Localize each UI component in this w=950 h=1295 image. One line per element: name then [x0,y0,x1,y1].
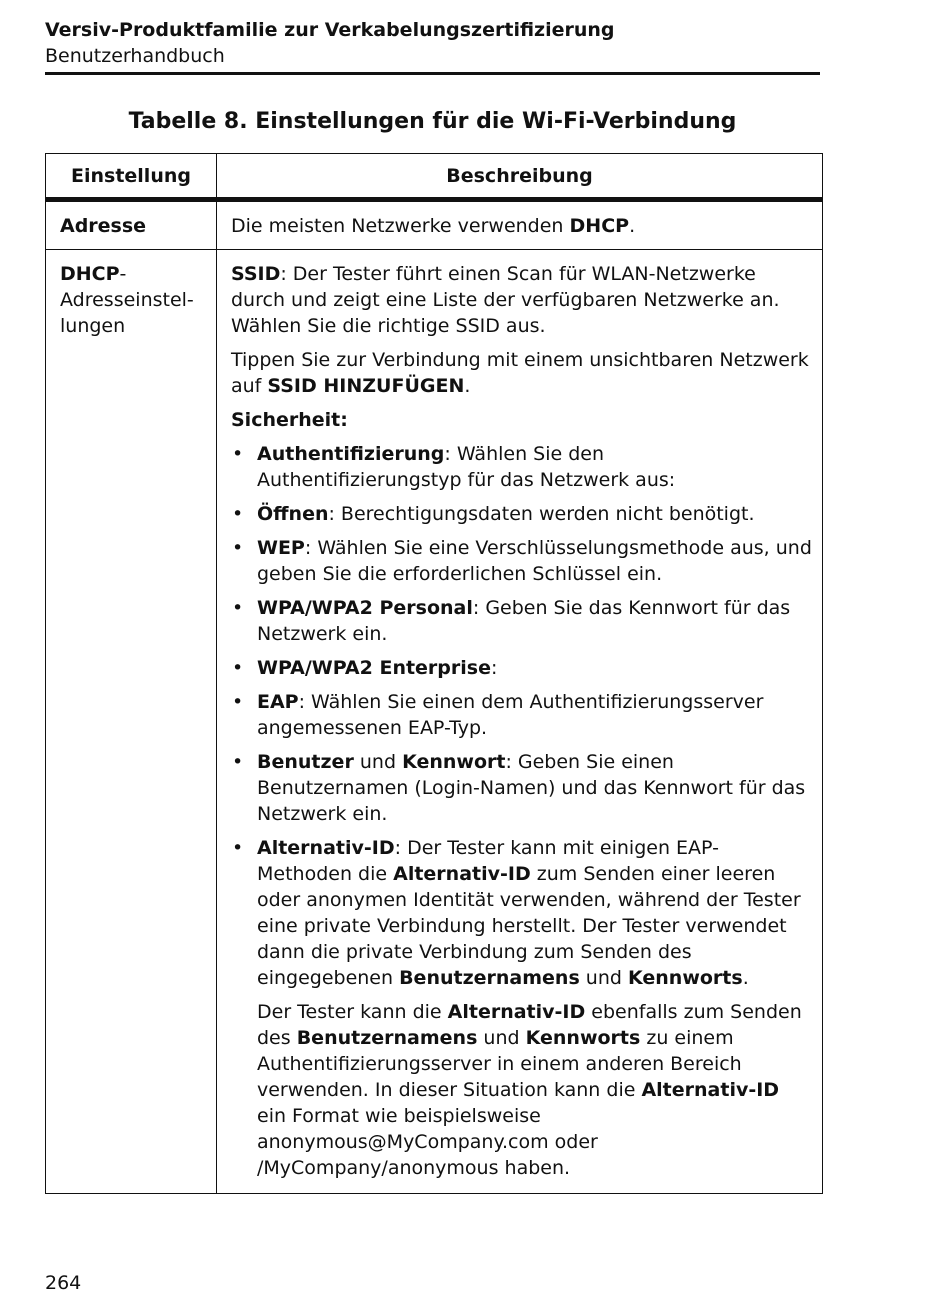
list-item: • Authentifizierung: Wählen Sie den Authentifizierungstyp für das Netzwerk aus: [231,441,812,493]
security-list [231,441,812,991]
security-heading: Sicherheit: [231,409,348,431]
table-caption: Tabelle 8. Einstellungen für die Wi-Fi-Verbindung [128,109,737,134]
settings-table [45,153,823,1194]
list-item: • Alternativ-ID: Der Tester kann mit einigen EAP-Methoden die Alternativ-ID zum Senden einer leeren oder anonymen Identität verwenden, während der Tester eine private Verbindung herstellt. Der Tester verwendet dann die private Verbindung zum Senden des eingegebenen Benutzernamens und Kennworts. [231,835,812,991]
running-header-title: Versiv-Produktfamilie zur Verkabelungszertifizierung [45,19,615,41]
setting-name: DHCP [60,263,120,285]
setting-cell: DHCP-Adresseinstel-lungen [46,250,217,1194]
column-header-description: Beschreibung [217,154,823,200]
list-item: • WPA/WPA2 Enterprise: [231,655,812,681]
page-number: 264 [45,1272,82,1294]
hidden-network-paragraph: Tippen Sie zur Verbindung mit einem unsichtbaren Netzwerk auf SSID HINZUFÜGEN. [231,349,809,397]
table-row [46,250,823,1194]
ssid-paragraph: SSID: Der Tester führt einen Scan für WLAN-Netzwerke durch und zeigt eine Liste der verfügbaren Netzwerke an. Wählen Sie die richtige SSID aus. [231,263,780,337]
alternativ-id-paragraph: Der Tester kann die Alternativ-ID ebenfalls zum Senden des Benutzernamens und Kennworts zu einem Authentifizierungsserver in einem anderen Bereich verwenden. In dieser Situation kann die Alternativ-ID ein Format wie beispielsweise anonymous@MyCompany.com oder /MyCompany/anonymous haben. [257,1001,802,1179]
list-item: • Benutzer und Kennwort: Geben Sie einen Benutzernamen (Login-Namen) und das Kennwort für das Netzwerk ein. [231,749,812,827]
list-item: • WEP: Wählen Sie eine Verschlüsselungsmethode aus, und geben Sie die erforderlichen Schlüssel ein. [231,535,812,587]
table-header-row [46,154,823,200]
list-item: • WPA/WPA2 Personal: Geben Sie das Kennwort für das Netzwerk ein. [231,595,812,647]
description-cell: Die meisten Netzwerke verwenden DHCP. [217,200,823,250]
running-header-subtitle: Benutzerhandbuch [45,45,225,67]
setting-cell [46,200,217,250]
header-rule [45,72,820,75]
table-row [46,200,823,250]
list-item: • EAP: Wählen Sie einen dem Authentifizierungsserver angemessenen EAP-Typ. [231,689,812,741]
description-cell [217,250,823,1194]
column-header-setting: Einstellung [46,154,217,200]
setting-name: Adresse [60,215,147,237]
list-item: • Öffnen: Berechtigungsdaten werden nicht benötigt. [231,501,812,527]
